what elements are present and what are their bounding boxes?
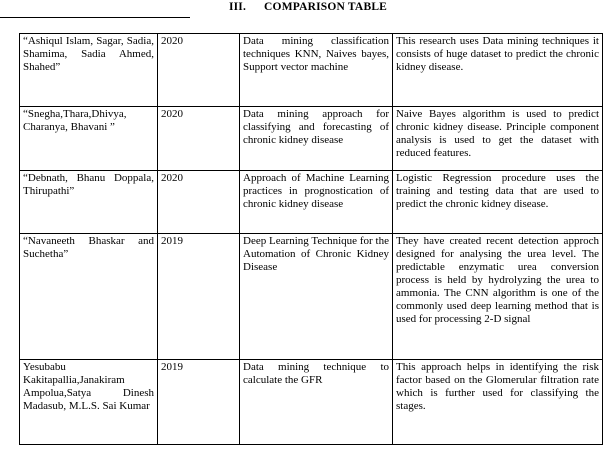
- table-row: [20, 360, 603, 445]
- table-row: [20, 234, 603, 360]
- table-row: [20, 107, 603, 171]
- title-cell: Data mining technique to calculate the GFR: [240, 360, 393, 445]
- description-cell: They have created recent detection approch designed for analysing the urea level. The predictable enzymatic urea conversion process is held by hydrolyzing the urea to ammonia. The CNN algorithm is one of the commonly used deep learning method that is used for processing 2-D signal: [393, 234, 603, 360]
- description-cell: Logistic Regression procedure uses the training and testing data that are used to predict the chronic kidney disease.: [393, 171, 603, 234]
- section-heading: [0, 1, 616, 13]
- header-rule: [0, 17, 190, 18]
- authors-cell: “Snegha,Thara,Dhivya, Charanya, Bhavani ”: [20, 107, 158, 171]
- title-cell: Data mining classification techniques KNN, Naives bayes, Support vector machine: [240, 34, 393, 107]
- title-cell: Deep Learning Technique for the Automation of Chronic Kidney Disease: [240, 234, 393, 360]
- authors-cell: “Ashiqul Islam, Sagar, Sadia, Shamima, Sadia Ahmed, Shahed”: [20, 34, 158, 107]
- section-number: III.: [228, 1, 247, 13]
- year-cell: 2019: [158, 234, 240, 360]
- year-cell: 2020: [158, 107, 240, 171]
- year-cell: 2019: [158, 360, 240, 445]
- authors-cell: Yesubabu Kakitapallia,Janakiram Ampolua,Satya Dinesh Madasub, M.L.S. Sai Kumar: [20, 360, 158, 445]
- authors-cell: “Navaneeth Bhaskar and Suchetha”: [20, 234, 158, 360]
- table-row: [20, 171, 603, 234]
- description-cell: Naive Bayes algorithm is used to predict chronic kidney disease. Principle component analysis is used to get the dataset with reduced features.: [393, 107, 603, 171]
- title-cell: Approach of Machine Learning practices in prognostication of chronic kidney disease: [240, 171, 393, 234]
- year-cell: 2020: [158, 34, 240, 107]
- description-cell: This research uses Data mining techniques it consists of huge dataset to predict the chronic kidney disease.: [393, 34, 603, 107]
- authors-cell: “Debnath, Bhanu Doppala, Thirupathi”: [20, 171, 158, 234]
- title-cell: Data mining approach for classifying and forecasting of chronic kidney disease: [240, 107, 393, 171]
- description-cell: This approach helps in identifying the risk factor based on the Glomerular filtration rate which is further used for classifying the stages.: [393, 360, 603, 445]
- section-title: COMPARISON TABLE: [264, 1, 388, 13]
- year-cell: 2020: [158, 171, 240, 234]
- table-row: [20, 34, 603, 107]
- comparison-table: [19, 33, 603, 445]
